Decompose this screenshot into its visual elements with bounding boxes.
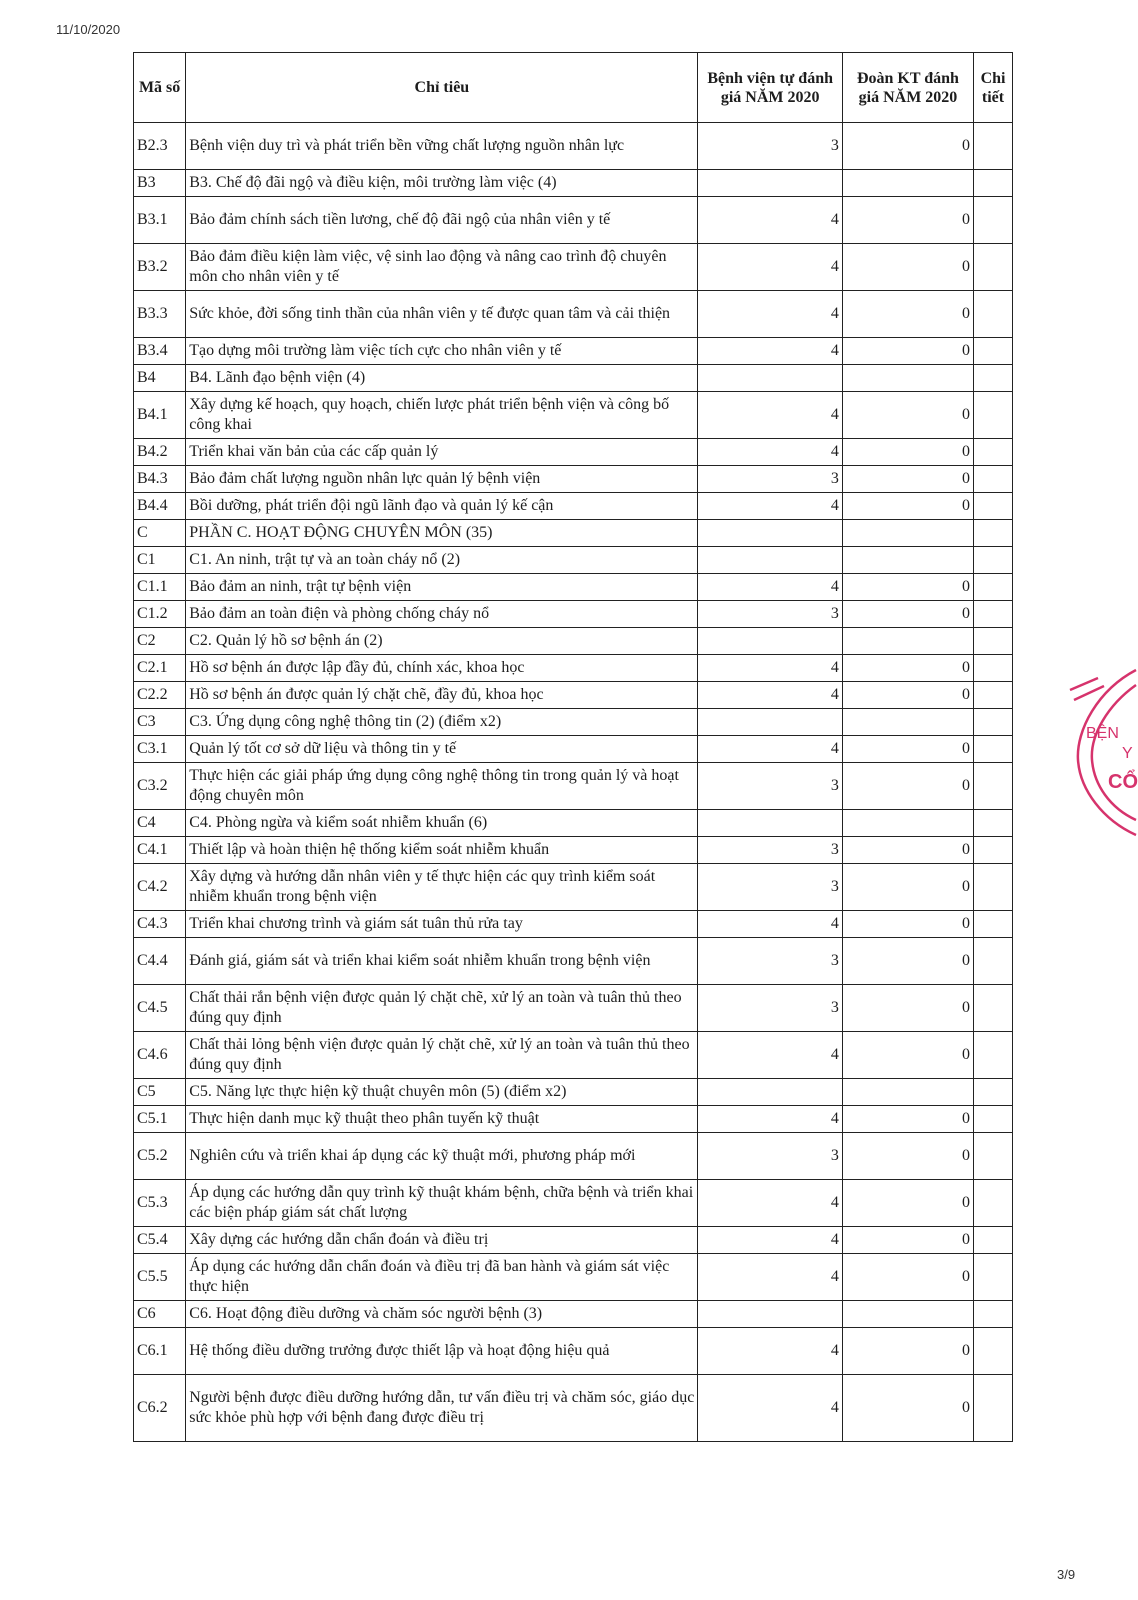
row-detail <box>974 1301 1013 1328</box>
row-code: C1 <box>134 547 186 574</box>
table-row <box>134 628 1013 655</box>
row-self-score: 4 <box>698 291 842 338</box>
table-row <box>134 655 1013 682</box>
row-indicator: Hệ thống điều dưỡng trưởng được thiết lập và hoạt động hiệu quả <box>186 1328 698 1375</box>
row-indicator: PHẦN C. HOẠT ĐỘNG CHUYÊN MÔN (35) <box>186 520 698 547</box>
table-row <box>134 197 1013 244</box>
row-team-score: 0 <box>842 1227 973 1254</box>
row-team-score: 0 <box>842 1180 973 1227</box>
row-team-score: 0 <box>842 291 973 338</box>
row-team-score <box>842 709 973 736</box>
table-row <box>134 338 1013 365</box>
row-code: C3.1 <box>134 736 186 763</box>
row-indicator: Xây dựng các hướng dẫn chẩn đoán và điều trị <box>186 1227 698 1254</box>
red-stamp-seal <box>1068 660 1138 840</box>
row-code: C6.1 <box>134 1328 186 1375</box>
row-team-score: 0 <box>842 197 973 244</box>
table-row <box>134 601 1013 628</box>
evaluation-table-sheet <box>133 52 1013 1442</box>
row-team-score: 0 <box>842 938 973 985</box>
row-team-score <box>842 810 973 837</box>
row-code: C5.3 <box>134 1180 186 1227</box>
row-team-score: 0 <box>842 763 973 810</box>
row-indicator: Thực hiện danh mục kỹ thuật theo phân tuyến kỹ thuật <box>186 1106 698 1133</box>
row-self-score: 4 <box>698 338 842 365</box>
row-code: C3.2 <box>134 763 186 810</box>
row-code: C <box>134 520 186 547</box>
row-code: C4.3 <box>134 911 186 938</box>
evaluation-table <box>133 52 1013 1442</box>
row-detail <box>974 810 1013 837</box>
row-self-score: 3 <box>698 837 842 864</box>
row-team-score: 0 <box>842 392 973 439</box>
row-detail <box>974 291 1013 338</box>
row-detail <box>974 736 1013 763</box>
row-self-score <box>698 170 842 197</box>
table-row <box>134 365 1013 392</box>
row-code: B3.2 <box>134 244 186 291</box>
row-indicator: Áp dụng các hướng dẫn quy trình kỹ thuật khám bệnh, chữa bệnh và triển khai các biện pháp giám sát chất lượng <box>186 1180 698 1227</box>
row-self-score: 4 <box>698 197 842 244</box>
row-self-score <box>698 709 842 736</box>
row-detail <box>974 1254 1013 1301</box>
table-row <box>134 709 1013 736</box>
row-self-score: 4 <box>698 1032 842 1079</box>
table-row <box>134 1227 1013 1254</box>
row-code: C5.1 <box>134 1106 186 1133</box>
table-row <box>134 837 1013 864</box>
table-row <box>134 574 1013 601</box>
row-detail <box>974 1180 1013 1227</box>
row-indicator: Hồ sơ bệnh án được quản lý chặt chẽ, đầy đủ, khoa học <box>186 682 698 709</box>
row-indicator: C4. Phòng ngừa và kiểm soát nhiễm khuẩn (6) <box>186 810 698 837</box>
row-detail <box>974 466 1013 493</box>
row-code: B3.4 <box>134 338 186 365</box>
table-row <box>134 763 1013 810</box>
row-detail <box>974 520 1013 547</box>
col-header-self-assessment: Bệnh viện tự đánh giá NĂM 2020 <box>698 53 842 123</box>
row-indicator: Tạo dựng môi trường làm việc tích cực cho nhân viên y tế <box>186 338 698 365</box>
row-indicator: Xây dựng và hướng dẫn nhân viên y tế thực hiện các quy trình kiểm soát nhiễm khuẩn trong bệnh viện <box>186 864 698 911</box>
row-detail <box>974 1375 1013 1442</box>
row-team-score: 0 <box>842 682 973 709</box>
row-detail <box>974 601 1013 628</box>
row-code: B4.2 <box>134 439 186 466</box>
table-row <box>134 938 1013 985</box>
table-row <box>134 291 1013 338</box>
row-detail <box>974 170 1013 197</box>
row-detail <box>974 628 1013 655</box>
row-detail <box>974 763 1013 810</box>
stamp-text-3: CỔ <box>1108 771 1138 793</box>
row-team-score: 0 <box>842 1106 973 1133</box>
col-header-detail: Chi tiết <box>974 53 1013 123</box>
row-self-score: 4 <box>698 392 842 439</box>
row-self-score: 4 <box>698 574 842 601</box>
row-code: C4.2 <box>134 864 186 911</box>
row-code: C5.2 <box>134 1133 186 1180</box>
row-self-score: 3 <box>698 123 842 170</box>
row-indicator: Triển khai văn bản của các cấp quản lý <box>186 439 698 466</box>
table-row <box>134 810 1013 837</box>
row-indicator: Người bệnh được điều dưỡng hướng dẫn, tư vấn điều trị và chăm sóc, giáo dục sức khỏe phù hợp với bệnh đang được điều trị <box>186 1375 698 1442</box>
row-team-score: 0 <box>842 244 973 291</box>
row-self-score: 3 <box>698 1133 842 1180</box>
row-indicator: Chất thải rắn bệnh viện được quản lý chặt chẽ, xử lý an toàn và tuân thủ theo đúng quy định <box>186 985 698 1032</box>
row-detail <box>974 338 1013 365</box>
row-self-score: 4 <box>698 1328 842 1375</box>
row-indicator: Bồi dưỡng, phát triển đội ngũ lãnh đạo và quản lý kế cận <box>186 493 698 520</box>
table-row <box>134 1375 1013 1442</box>
row-code: C2 <box>134 628 186 655</box>
table-row <box>134 439 1013 466</box>
table-row <box>134 864 1013 911</box>
row-self-score: 4 <box>698 655 842 682</box>
row-detail <box>974 197 1013 244</box>
page-number: 3/9 <box>1057 1567 1076 1582</box>
row-self-score: 4 <box>698 439 842 466</box>
row-code: C1.1 <box>134 574 186 601</box>
row-detail <box>974 655 1013 682</box>
table-row <box>134 1106 1013 1133</box>
row-team-score: 0 <box>842 493 973 520</box>
row-team-score: 0 <box>842 985 973 1032</box>
row-team-score: 0 <box>842 911 973 938</box>
table-row <box>134 736 1013 763</box>
row-indicator: Thiết lập và hoàn thiện hệ thống kiểm soát nhiễm khuẩn <box>186 837 698 864</box>
row-team-score: 0 <box>842 123 973 170</box>
row-code: B4.3 <box>134 466 186 493</box>
row-self-score <box>698 520 842 547</box>
row-code: B4.1 <box>134 392 186 439</box>
row-team-score: 0 <box>842 338 973 365</box>
row-detail <box>974 493 1013 520</box>
row-detail <box>974 1133 1013 1180</box>
row-code: C1.2 <box>134 601 186 628</box>
row-code: C5.4 <box>134 1227 186 1254</box>
row-detail <box>974 547 1013 574</box>
row-self-score: 3 <box>698 601 842 628</box>
row-indicator: Bảo đảm an toàn điện và phòng chống cháy nổ <box>186 601 698 628</box>
row-code: B4 <box>134 365 186 392</box>
row-indicator: Xây dựng kế hoạch, quy hoạch, chiến lược phát triển bệnh viện và công bố công khai <box>186 392 698 439</box>
row-team-score <box>842 365 973 392</box>
row-code: B3.1 <box>134 197 186 244</box>
col-header-code: Mã số <box>134 53 186 123</box>
row-team-score <box>842 547 973 574</box>
row-detail <box>974 123 1013 170</box>
row-self-score: 3 <box>698 985 842 1032</box>
row-detail <box>974 1227 1013 1254</box>
table-row <box>134 493 1013 520</box>
row-detail <box>974 1328 1013 1375</box>
row-team-score: 0 <box>842 736 973 763</box>
table-row <box>134 1133 1013 1180</box>
row-indicator: Bảo đảm an ninh, trật tự bệnh viện <box>186 574 698 601</box>
row-indicator: Đánh giá, giám sát và triển khai kiểm soát nhiễm khuẩn trong bệnh viện <box>186 938 698 985</box>
col-header-team-assessment: Đoàn KT đánh giá NĂM 2020 <box>842 53 973 123</box>
row-code: B4.4 <box>134 493 186 520</box>
row-team-score: 0 <box>842 1133 973 1180</box>
table-row <box>134 1032 1013 1079</box>
row-indicator: Quản lý tốt cơ sở dữ liệu và thông tin y tế <box>186 736 698 763</box>
table-body <box>134 123 1013 1442</box>
row-code: B2.3 <box>134 123 186 170</box>
row-detail <box>974 911 1013 938</box>
row-code: C4.1 <box>134 837 186 864</box>
row-team-score: 0 <box>842 1254 973 1301</box>
row-detail <box>974 574 1013 601</box>
row-self-score: 4 <box>698 1227 842 1254</box>
row-indicator: Sức khỏe, đời sống tinh thần của nhân viên y tế được quan tâm và cải thiện <box>186 291 698 338</box>
row-code: C5.5 <box>134 1254 186 1301</box>
row-indicator: C2. Quản lý hồ sơ bệnh án (2) <box>186 628 698 655</box>
row-code: C4.5 <box>134 985 186 1032</box>
row-team-score: 0 <box>842 837 973 864</box>
row-team-score <box>842 628 973 655</box>
row-self-score: 4 <box>698 493 842 520</box>
row-team-score: 0 <box>842 1375 973 1442</box>
print-date: 11/10/2020 <box>56 22 121 37</box>
table-row <box>134 985 1013 1032</box>
stamp-text-1: BỆN <box>1086 725 1119 742</box>
row-self-score: 4 <box>698 911 842 938</box>
row-code: C5 <box>134 1079 186 1106</box>
row-detail <box>974 439 1013 466</box>
row-code: C6.2 <box>134 1375 186 1442</box>
row-team-score <box>842 1079 973 1106</box>
row-self-score: 4 <box>698 736 842 763</box>
row-self-score: 4 <box>698 1106 842 1133</box>
table-row <box>134 1328 1013 1375</box>
row-code: C4.4 <box>134 938 186 985</box>
row-indicator: B3. Chế độ đãi ngộ và điều kiện, môi trường làm việc (4) <box>186 170 698 197</box>
row-indicator: Hồ sơ bệnh án được lập đầy đủ, chính xác, khoa học <box>186 655 698 682</box>
row-self-score: 3 <box>698 864 842 911</box>
row-detail <box>974 365 1013 392</box>
row-detail <box>974 682 1013 709</box>
row-indicator: Thực hiện các giải pháp ứng dụng công nghệ thông tin trong quản lý và hoạt động chuyên môn <box>186 763 698 810</box>
row-self-score <box>698 1301 842 1328</box>
row-indicator: Áp dụng các hướng dẫn chẩn đoán và điều trị đã ban hành và giám sát việc thực hiện <box>186 1254 698 1301</box>
row-indicator: Bảo đảm chất lượng nguồn nhân lực quản lý bệnh viện <box>186 466 698 493</box>
table-row <box>134 170 1013 197</box>
row-team-score: 0 <box>842 574 973 601</box>
table-row <box>134 911 1013 938</box>
row-team-score: 0 <box>842 466 973 493</box>
row-code: C4 <box>134 810 186 837</box>
row-detail <box>974 837 1013 864</box>
row-team-score: 0 <box>842 601 973 628</box>
table-row <box>134 1254 1013 1301</box>
row-detail <box>974 244 1013 291</box>
table-row <box>134 1079 1013 1106</box>
table-row <box>134 466 1013 493</box>
row-self-score: 4 <box>698 1180 842 1227</box>
row-detail <box>974 1106 1013 1133</box>
row-indicator: C3. Ứng dụng công nghệ thông tin (2) (điểm x2) <box>186 709 698 736</box>
stamp-text-2: Y <box>1122 745 1133 762</box>
row-self-score: 3 <box>698 763 842 810</box>
row-indicator: B4. Lãnh đạo bệnh viện (4) <box>186 365 698 392</box>
row-detail <box>974 709 1013 736</box>
row-detail <box>974 938 1013 985</box>
row-team-score <box>842 520 973 547</box>
row-indicator: Bảo đảm điều kiện làm việc, vệ sinh lao động và nâng cao trình độ chuyên môn cho nhân viên y tế <box>186 244 698 291</box>
row-team-score: 0 <box>842 1032 973 1079</box>
row-indicator: Chất thải lỏng bệnh viện được quản lý chặt chẽ, xử lý an toàn và tuân thủ theo đúng quy định <box>186 1032 698 1079</box>
row-code: B3.3 <box>134 291 186 338</box>
table-row <box>134 1180 1013 1227</box>
row-indicator: C6. Hoạt động điều dưỡng và chăm sóc người bệnh (3) <box>186 1301 698 1328</box>
row-detail <box>974 864 1013 911</box>
row-indicator: Bệnh viện duy trì và phát triển bền vững chất lượng nguồn nhân lực <box>186 123 698 170</box>
row-self-score <box>698 628 842 655</box>
row-self-score: 4 <box>698 244 842 291</box>
row-detail <box>974 1079 1013 1106</box>
row-team-score: 0 <box>842 655 973 682</box>
table-row <box>134 520 1013 547</box>
row-self-score: 4 <box>698 1375 842 1442</box>
row-detail <box>974 392 1013 439</box>
row-team-score: 0 <box>842 1328 973 1375</box>
row-self-score <box>698 1079 842 1106</box>
row-self-score <box>698 365 842 392</box>
row-detail <box>974 1032 1013 1079</box>
row-self-score: 4 <box>698 682 842 709</box>
row-code: C4.6 <box>134 1032 186 1079</box>
row-detail <box>974 985 1013 1032</box>
table-row <box>134 244 1013 291</box>
row-team-score: 0 <box>842 439 973 466</box>
table-row <box>134 547 1013 574</box>
row-code: C2.1 <box>134 655 186 682</box>
row-indicator: Triển khai chương trình và giám sát tuân thủ rửa tay <box>186 911 698 938</box>
table-row <box>134 392 1013 439</box>
table-row <box>134 123 1013 170</box>
row-self-score: 3 <box>698 466 842 493</box>
row-code: C2.2 <box>134 682 186 709</box>
row-self-score: 3 <box>698 938 842 985</box>
row-code: C6 <box>134 1301 186 1328</box>
table-row <box>134 682 1013 709</box>
row-self-score: 4 <box>698 1254 842 1301</box>
row-indicator: C1. An ninh, trật tự và an toàn cháy nổ (2) <box>186 547 698 574</box>
row-self-score <box>698 810 842 837</box>
row-team-score: 0 <box>842 864 973 911</box>
row-indicator: C5. Năng lực thực hiện kỹ thuật chuyên môn (5) (điểm x2) <box>186 1079 698 1106</box>
row-code: C3 <box>134 709 186 736</box>
row-team-score <box>842 170 973 197</box>
row-code: B3 <box>134 170 186 197</box>
row-indicator: Bảo đảm chính sách tiền lương, chế độ đãi ngộ của nhân viên y tế <box>186 197 698 244</box>
col-header-indicator: Chỉ tiêu <box>186 53 698 123</box>
row-indicator: Nghiên cứu và triển khai áp dụng các kỹ thuật mới, phương pháp mới <box>186 1133 698 1180</box>
table-row <box>134 1301 1013 1328</box>
row-self-score <box>698 547 842 574</box>
row-team-score <box>842 1301 973 1328</box>
